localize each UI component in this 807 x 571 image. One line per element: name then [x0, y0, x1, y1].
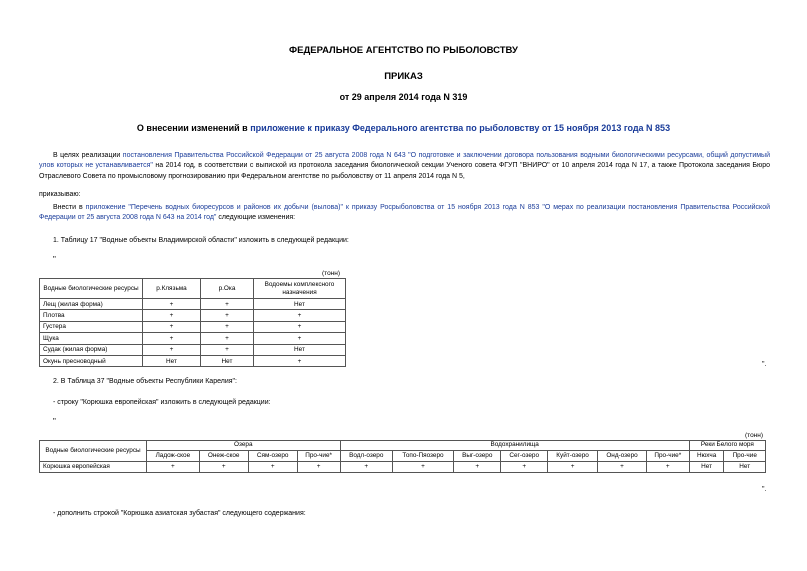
t1-cell: Лещ (жилая форма): [40, 299, 143, 310]
p3-text-b: следующие изменения:: [216, 214, 296, 222]
table1-unit: (тонн): [322, 270, 341, 277]
t2-cell: +: [598, 462, 647, 473]
t1-cell: +: [201, 344, 254, 355]
t2-group-rivers: Реки Белого моря: [689, 441, 765, 451]
t2-sub: Про-чие*: [297, 451, 340, 462]
agency-name: ФЕДЕРАЛЬНОЕ АГЕНТСТВО ПО РЫБОЛОВСТВУ: [289, 45, 518, 56]
t2-sub: Про-чие*: [646, 451, 689, 462]
quote-close-2: ".: [762, 486, 767, 493]
paragraph-1: [39, 151, 770, 182]
t2-sub: Водл-озеро: [340, 451, 392, 462]
t1-header-3: Водоемы комплексного назначения: [254, 279, 346, 299]
t1-cell: +: [254, 310, 346, 321]
t2-sub: Куйт-озеро: [547, 451, 597, 462]
t1-cell: +: [201, 333, 254, 344]
t1-cell: +: [201, 299, 254, 310]
t2-cell: +: [340, 462, 392, 473]
paragraph-2: приказываю:: [39, 191, 81, 198]
t1-cell: Нет: [254, 344, 346, 355]
table-karelia: [39, 440, 766, 473]
t2-group-reservoirs: Водохранилища: [340, 441, 689, 451]
t1-cell: +: [201, 321, 254, 332]
t1-cell: +: [254, 355, 346, 366]
t2-sub: Онд-озеро: [598, 451, 647, 462]
quote-open-1: ": [53, 255, 56, 264]
t1-cell: Окунь пресноводный: [40, 355, 143, 366]
t2-cell: +: [248, 462, 297, 473]
t1-cell: +: [143, 321, 201, 332]
table-row: [40, 355, 346, 366]
paragraph-5: 2. В Таблица 37 "Водные объекты Республики Карелия":: [53, 378, 237, 385]
t1-cell: +: [254, 333, 346, 344]
order-date: от 29 апреля 2014 года N 319: [339, 92, 468, 102]
table2-unit: (тонн): [745, 432, 764, 439]
paragraph-7: - дополнить строкой "Корюшка азиатская зубастая" следующего содержания:: [53, 510, 306, 517]
t1-header-1: р.Клязьма: [143, 279, 201, 299]
table-vladimir: [39, 278, 346, 367]
t2-cell: +: [501, 462, 548, 473]
paragraph-6: - строку "Корюшка европейская" изложить в следующей редакции:: [53, 399, 271, 406]
t1-cell: Нет: [143, 355, 201, 366]
t2-cell: Корюшка европейская: [40, 462, 147, 473]
t2-sub: Топо-Пяозеро: [392, 451, 453, 462]
table-row: [40, 299, 346, 310]
t1-cell: +: [143, 310, 201, 321]
t1-cell: Густера: [40, 321, 143, 332]
table-row: [40, 321, 346, 332]
t2-cell: +: [297, 462, 340, 473]
t1-cell: +: [201, 310, 254, 321]
p3-text-a: Внести в: [53, 204, 86, 211]
t1-header-0: Водные биологические ресурсы: [40, 279, 143, 299]
t1-cell: Плотва: [40, 310, 143, 321]
t2-cell: +: [547, 462, 597, 473]
quote-close-1: ".: [762, 361, 767, 368]
title-prefix: О внесении изменений в: [136, 123, 251, 133]
t2-group-lakes: Озера: [147, 441, 341, 451]
p1-text-a: В целях реализации: [53, 152, 123, 159]
t2-cell: +: [199, 462, 248, 473]
t1-cell: +: [254, 321, 346, 332]
p1-text-b: на 2014 год, в соответствии с выпиской из протокола заседания биологической секции Ученого совета ФГУП "ВНИРО" от 10 апреля 2014 года N 17, а также Протокола заседания Бюро Отраслевого Совета по промысловому прогнозированию при Федеральном агентстве по рыболовству от 11 апреля 2014 года N 5,: [39, 162, 770, 180]
t2-sub: Нюхча: [689, 451, 724, 462]
t2-sub: Сег-озеро: [501, 451, 548, 462]
t2-cell: +: [646, 462, 689, 473]
document-title: [0, 123, 807, 133]
table-row: [40, 333, 346, 344]
t2-cell: +: [454, 462, 501, 473]
t1-cell: +: [143, 344, 201, 355]
t2-cell: Нет: [689, 462, 724, 473]
t2-header-0: Водные биологические ресурсы: [40, 441, 147, 462]
t2-sub: Выг-озеро: [454, 451, 501, 462]
t1-cell: Нет: [201, 355, 254, 366]
table-row: [40, 310, 346, 321]
t2-cell: Нет: [724, 462, 766, 473]
t1-cell: Нет: [254, 299, 346, 310]
t1-header-2: р.Ока: [201, 279, 254, 299]
t1-cell: +: [143, 333, 201, 344]
t1-cell: +: [143, 299, 201, 310]
quote-open-2: ": [53, 417, 56, 426]
order-label: ПРИКАЗ: [384, 71, 423, 82]
paragraph-3: [39, 203, 770, 224]
table-row: [40, 344, 346, 355]
t2-cell: +: [392, 462, 453, 473]
t1-cell: Судак (жилая форма): [40, 344, 143, 355]
p3-link[interactable]: приложение "Перечень водных биоресурсов и районов их добычи (вылова)" к приказу Росрыболовства от 15 ноября 2013 года N 853 "О мерах по реализации постановления Правительства Российской Федерации от 25 августа 2008 года N 643 на 2014 год": [39, 204, 770, 222]
t2-sub: Ладож-ское: [147, 451, 200, 462]
t2-sub: Про-чие: [724, 451, 766, 462]
paragraph-4: 1. Таблицу 17 "Водные объекты Владимирской области" изложить в следующей редакции:: [53, 237, 349, 244]
p1-link[interactable]: постановления Правительства Российской Федерации от 25 августа 2008 года N 643 "О подготовке и заключении договора пользования водными биологическими ресурсами, общий допустимый улов которых не устанавливается": [39, 152, 770, 170]
t2-sub: Сям-озеро: [248, 451, 297, 462]
table-row: [40, 462, 766, 473]
t1-cell: Щука: [40, 333, 143, 344]
t2-sub: Онеж-ское: [199, 451, 248, 462]
t2-cell: +: [147, 462, 200, 473]
title-link[interactable]: приложение к приказу Федерального агентства по рыболовству от 15 ноября 2013 года N 853: [250, 123, 671, 133]
